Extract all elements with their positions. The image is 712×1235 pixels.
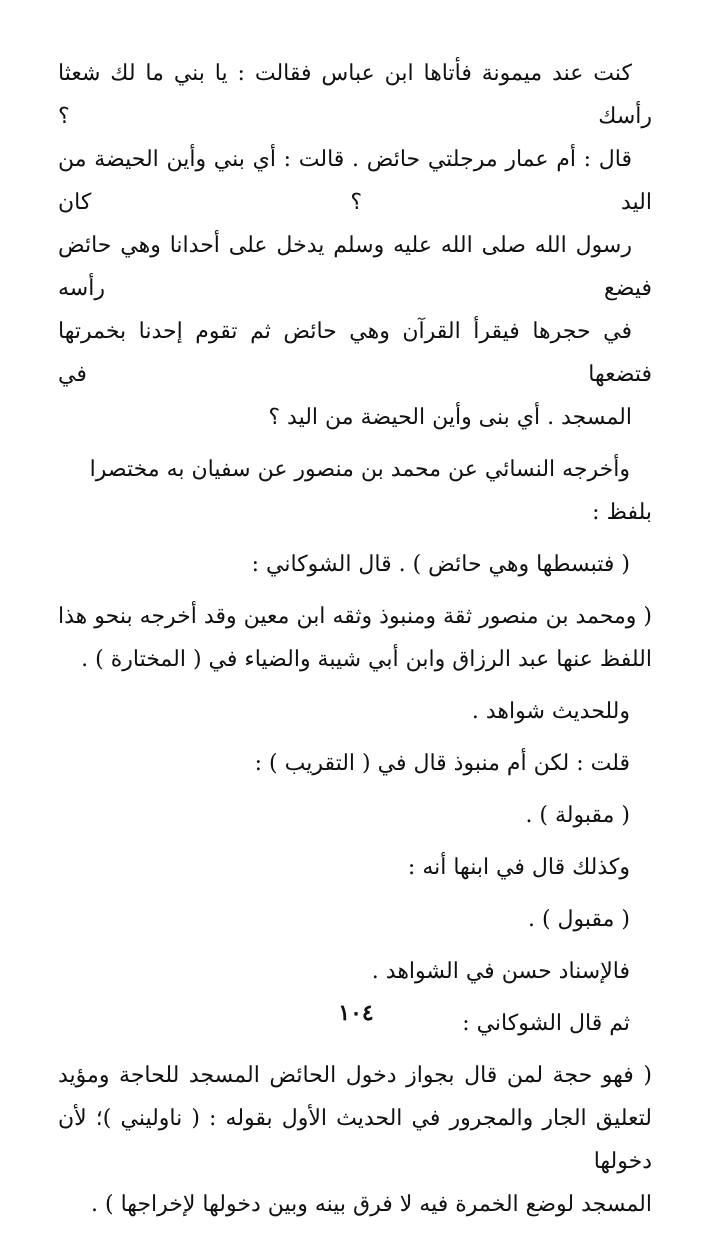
paragraph-maqbula — [58, 794, 652, 837]
text-line: ( فهو حجة لمن قال بجواز دخول الحائض المسجد للحاجة ومؤيد — [58, 1063, 652, 1088]
text-line: وللحديث شواهد . — [471, 699, 630, 724]
paragraph-shawahid — [58, 690, 652, 733]
paragraph-nasai-narration — [58, 448, 652, 534]
page-number: ١٠٤ — [338, 1000, 374, 1026]
paragraph-nasai-wording — [58, 543, 652, 586]
text-line: ثم قال الشوكاني : — [462, 1011, 630, 1036]
paragraph-taqrib-note — [58, 742, 652, 785]
text-line: قلت : لكن أم منبوذ قال في ( التقريب ) : — [254, 751, 630, 776]
text-line: في حجرها فيقرأ القرآن وهي حائض ثم تقوم إحدنا بخمرتها فتضعها في — [58, 319, 652, 387]
paragraph-hadith-maymuna — [58, 52, 652, 439]
paragraph-shawkani-quote — [58, 595, 652, 681]
text-line: كنت عند ميمونة فأتاها ابن عباس فقالت : يا بني ما لك شعثا رأسك ؟ — [58, 61, 652, 129]
text-line: وأخرجه النسائي عن محمد بن منصور عن سفيان به مختصرا بلفظ : — [89, 457, 652, 525]
text-line: وكذلك قال في ابنها أنه : — [407, 855, 630, 880]
text-line: اللفظ عنها عبد الرزاق وابن أبي شيبة والضياء في ( المختارة ) . — [81, 647, 652, 672]
text-line: رسول الله صلى الله عليه وسلم يدخل على أحدانا وهي حائض فيضع رأسه — [58, 233, 652, 301]
paragraph-isnad-hasan — [58, 950, 652, 993]
paragraph-shawkani-conclusion — [58, 1054, 652, 1226]
text-line: ( مقبول ) . — [527, 907, 630, 932]
text-line: ( ومحمد بن منصور ثقة ومنبوذ وثقه ابن معين وقد أخرجه بنحو هذا — [58, 604, 652, 629]
text-line: المسجد . أي بنى وأين الحيضة من اليد ؟ — [268, 405, 632, 430]
text-line: لتعليق الجار والمجرور في الحديث الأول بقوله : ( ناوليني )؛ لأن دخولها — [58, 1106, 652, 1174]
text-line: ( فتبسطها وهي حائض ) . قال الشوكاني : — [251, 552, 630, 577]
paragraph-son-note — [58, 846, 652, 889]
page-body-text — [58, 52, 652, 1235]
text-line: فالإسناد حسن في الشواهد . — [371, 959, 630, 984]
paragraph-maqbul — [58, 898, 652, 941]
text-line: المسجد لوضع الخمرة فيه لا فرق بينه وبين دخولها لإخراجها ) . — [91, 1192, 652, 1217]
text-line: ( مقبولة ) . — [525, 803, 630, 828]
text-line: قال : أم عمار مرجلتي حائض . قالت : أي بني وأين الحيضة من اليد ؟ كان — [58, 147, 652, 215]
